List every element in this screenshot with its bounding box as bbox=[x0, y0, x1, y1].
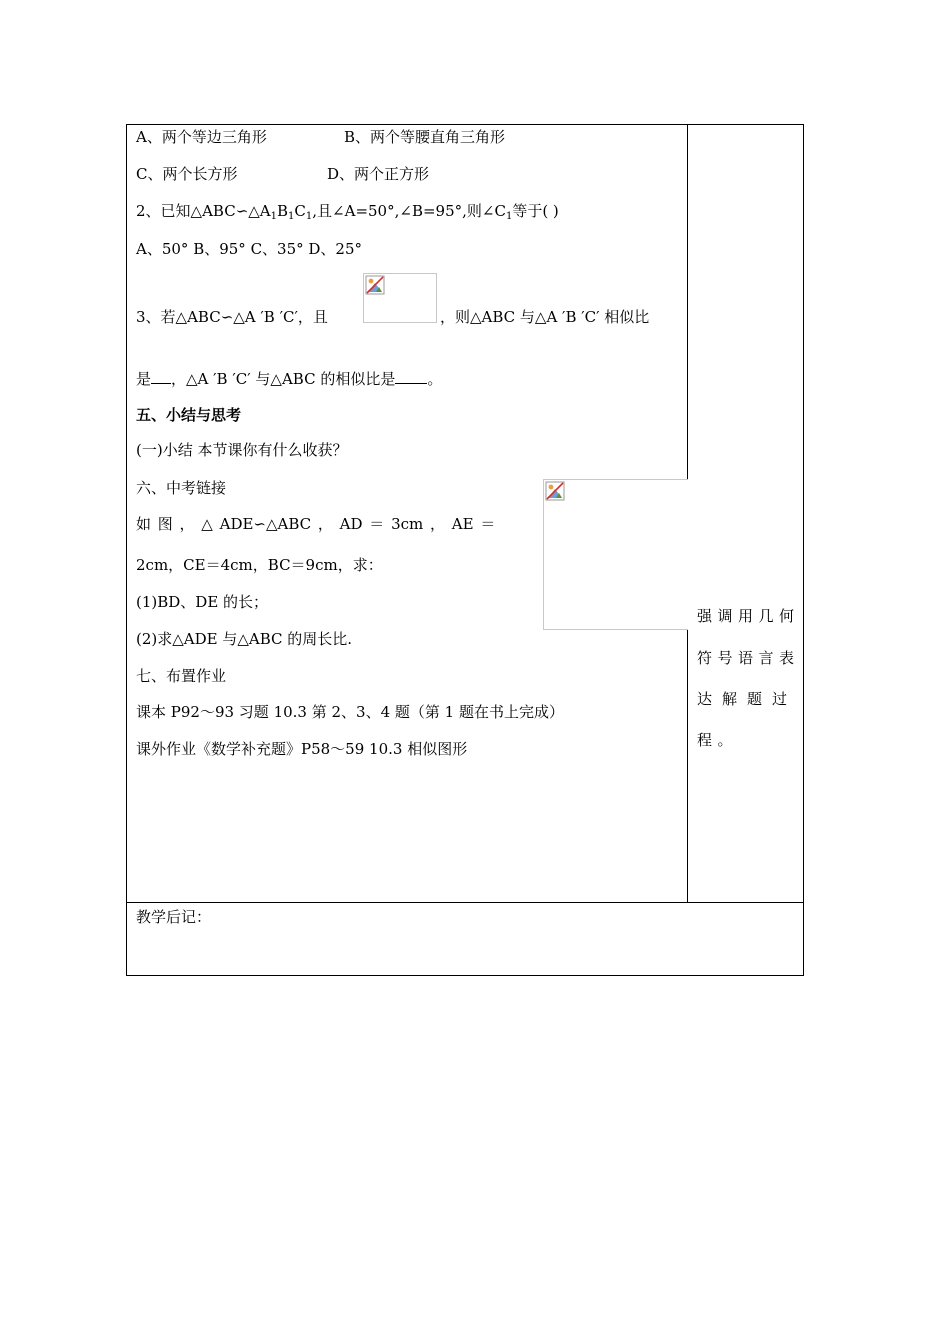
section6-line1: 如 图 ， △ ADE∽△ABC ， AD ＝ 3cm ， AE ＝ bbox=[136, 515, 496, 533]
q3-line1-pre: 3、若△ABC∽△A ′B ′C′，且 bbox=[136, 308, 328, 326]
answer-blank-1 bbox=[151, 369, 171, 384]
formula-image-placeholder bbox=[363, 273, 437, 323]
section6-title: 六、中考链接 bbox=[136, 479, 227, 497]
q1-option-c: C、两个长方形 bbox=[136, 165, 238, 183]
section7-title: 七、布置作业 bbox=[136, 667, 227, 685]
section5-title: 五、小结与思考 bbox=[136, 406, 242, 424]
side-note-line4: 程。 bbox=[697, 731, 739, 749]
section6-q1: (1)BD、DE 的长； bbox=[136, 593, 269, 611]
q1-option-d: D、两个正方形 bbox=[327, 165, 430, 183]
q2-options: A、50° B、95° C、35° D、25° bbox=[136, 240, 363, 258]
q3-line2: 是 ，△A ′B ′C′ 与△ABC 的相似比是 。 bbox=[136, 370, 443, 388]
q2-stem: 2、已知$\triangle ABC∽\triangle A_1B_1C_1$,且∠A=50°,∠B=95°,则$\angle C_1$等于( ) bbox=[136, 202, 559, 222]
q3-line1-post: ，则△ABC 与△A ′B ′C′ 相似比 bbox=[440, 308, 650, 326]
homework-1: 课本 P92～93 习题 10.3 第 2、3、4 题（第 1 题在书上完成） bbox=[136, 703, 564, 721]
section5-summary: (一)小结 本节课你有什么收获？ bbox=[136, 441, 348, 459]
figure-image-placeholder bbox=[543, 479, 688, 630]
q1-option-a: A、两个等边三角形 bbox=[136, 128, 267, 146]
teaching-reflection-label: 教学后记： bbox=[136, 908, 212, 926]
section6-line2: 2cm，CE＝4cm，BC＝9cm，求： bbox=[136, 556, 383, 574]
side-note-line3: 达解题过 bbox=[697, 690, 798, 708]
row-divider bbox=[126, 902, 804, 903]
section6-q2: (2)求△ADE 与△ABC 的周长比. bbox=[136, 630, 353, 648]
broken-image-icon bbox=[545, 481, 565, 501]
side-note-line2: 符号语言表 bbox=[697, 649, 800, 667]
homework-2: 课外作业《数学补充题》P58～59 10.3 相似图形 bbox=[136, 740, 468, 758]
side-note-line1: 强调用几何 bbox=[697, 607, 800, 625]
answer-blank-2 bbox=[395, 369, 427, 384]
q1-option-b: B、两个等腰直角三角形 bbox=[344, 128, 506, 146]
broken-image-icon bbox=[365, 275, 385, 295]
